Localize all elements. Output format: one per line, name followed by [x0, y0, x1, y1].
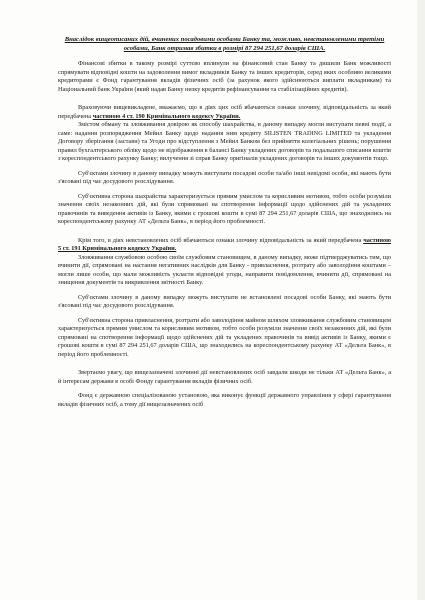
page-edge-shadow	[417, 0, 425, 600]
paragraph-financial-losses: Фінансові збитки в такому розмірі суттєво вплинули на фінансовий стан Банку та дишили Банк можливості спрямувати відповідні кошти на задоволення вимог вкладників Банку та інших кредиторів, серед яких особливо великими кредиторами є Фонд гарантування вкладів фізичних осіб (за рахунок якого здійснюються виплати вкладникам) та Національний банк України (який надав Банку низку кредитів рефінансування та стабілізаційних кредитів).	[58, 60, 391, 93]
paragraph-crime-signs-190-text: Враховуючи вищевикладене, вважаємо, що в діях цих осіб вбачаються ознаки злочину, відповідальність за який передбачена	[58, 104, 391, 120]
paragraph-subjects-191: Суб'єктами злочину в даному випадку можуть виступати не встановлені посадові особи Банку, які мають бути з'ясовані під час досудового розслідування.	[58, 293, 391, 310]
paragraph-fund-status: Фонд є державною спеціалізованою установою, яка виконує функції державного управління у сфері гарантування вкладів фізичних осіб, а тому дії вищезазначених осіб	[58, 392, 391, 408]
paragraph-damage-to-state: Звертаємо увагу, що вищезазначені злочинні дії невстановлених осіб завдали шкоди не тільки АТ «Дельта Банк», а й інтересам держави в особі Фонду гарантування вкладів фізичних осіб.	[58, 369, 391, 385]
paragraph-abuse-of-office: Зловживання службовою особою своїм службовим становищем, в даному випадку, може підтверджуватись тим, що вчинити дії, спрямовані на настання негативних наслідків для Банку - привласнення, розтрату або заволодіння коштами – могли лише особи, що мали можливість укласти відповідні угоди, направити повідомлення, вчинити дії, спрямовані на знищення документів та викривлення звітності Банку.	[58, 253, 391, 287]
paragraph-crime-signs-190	[58, 104, 391, 121]
paragraph-deception-content: Змістом обману та зловживання довірою як способу шахрайства, в даному випадку могли виступати певні події, а саме: надання розпорядження Мейил Банку щодо надання ним кредиту SILISTEN TRADING LIMITED та укладення Договору зберігання (застави) та Угоди про відступлення з Мейил Банком без прийняття колегіальних рішень; порушення правил бухгалтерського обліку щодо не відображення в балансі Банку укладених договорів та подальшого списання коштів з кореспондентського рахунку Банку; вилучення зі справ Банку оригіналів укладених договорів та інших документів тощо.	[58, 121, 391, 163]
paragraph-subjects-190: Суб'єктами злочину в даному випадку можуть виступати посадові особи та/або інші невідомі особи, які мають бути з'ясовані під час досудового розслідування.	[58, 169, 391, 186]
paragraph-crime-signs-191-text: Крім того, в діях невстановлених осіб вбачаються ознаки злочину відповідальність за який передбачена	[78, 236, 362, 244]
paragraph-subjective-side-embezzlement: Суб'єктивна сторона привласнення, розтрати або заволодіння майном шляхом зловживання службовим становищем характеризується прямим умислом та корисливим мотивом, тобто особи розуміли значення своїх незаконних дій, які були спрямовані на спотворення інформації щодо здійснених дій та укладених правочинів та вивід активів із Банку, якими є грошові кошти в сумі 87 294 251,67 доларів США, що знаходились на кореспондентському рахунку АТ «Дельта Банк», в період його проблемності.	[58, 316, 391, 358]
law-reference-190: частиною 4 ст. 190 Кримінального кодексу України.	[92, 112, 241, 120]
paragraph-subjective-side-fraud: Суб'єктивна сторона шахрайства характеризується прямим умислом та корисливим мотивом, тобто особи розуміли значення своїх незаконних дій, які були спрямовані на спотворення інформації щодо здійснених дій та укладених правочинів та виведення активів із Банку, якими є грошові кошти в сумі 87 294 251,67 доларів США, що знаходились на кореспондентському рахунку АТ «Дельта Банк», в період його проблемності.	[58, 192, 391, 226]
law-reference-191: частиною 5 ст. 191 Кримінального кодексу України.	[58, 236, 391, 253]
document-heading: Внаслідок вищеописаних дій, вчинених посадовими особами Банку та, можливо, невстановленими третіми особами, Банк отримав збитки в розмірі 87 294 251,67 доларів США.	[64, 36, 385, 52]
paragraph-crime-signs-191	[58, 237, 391, 254]
